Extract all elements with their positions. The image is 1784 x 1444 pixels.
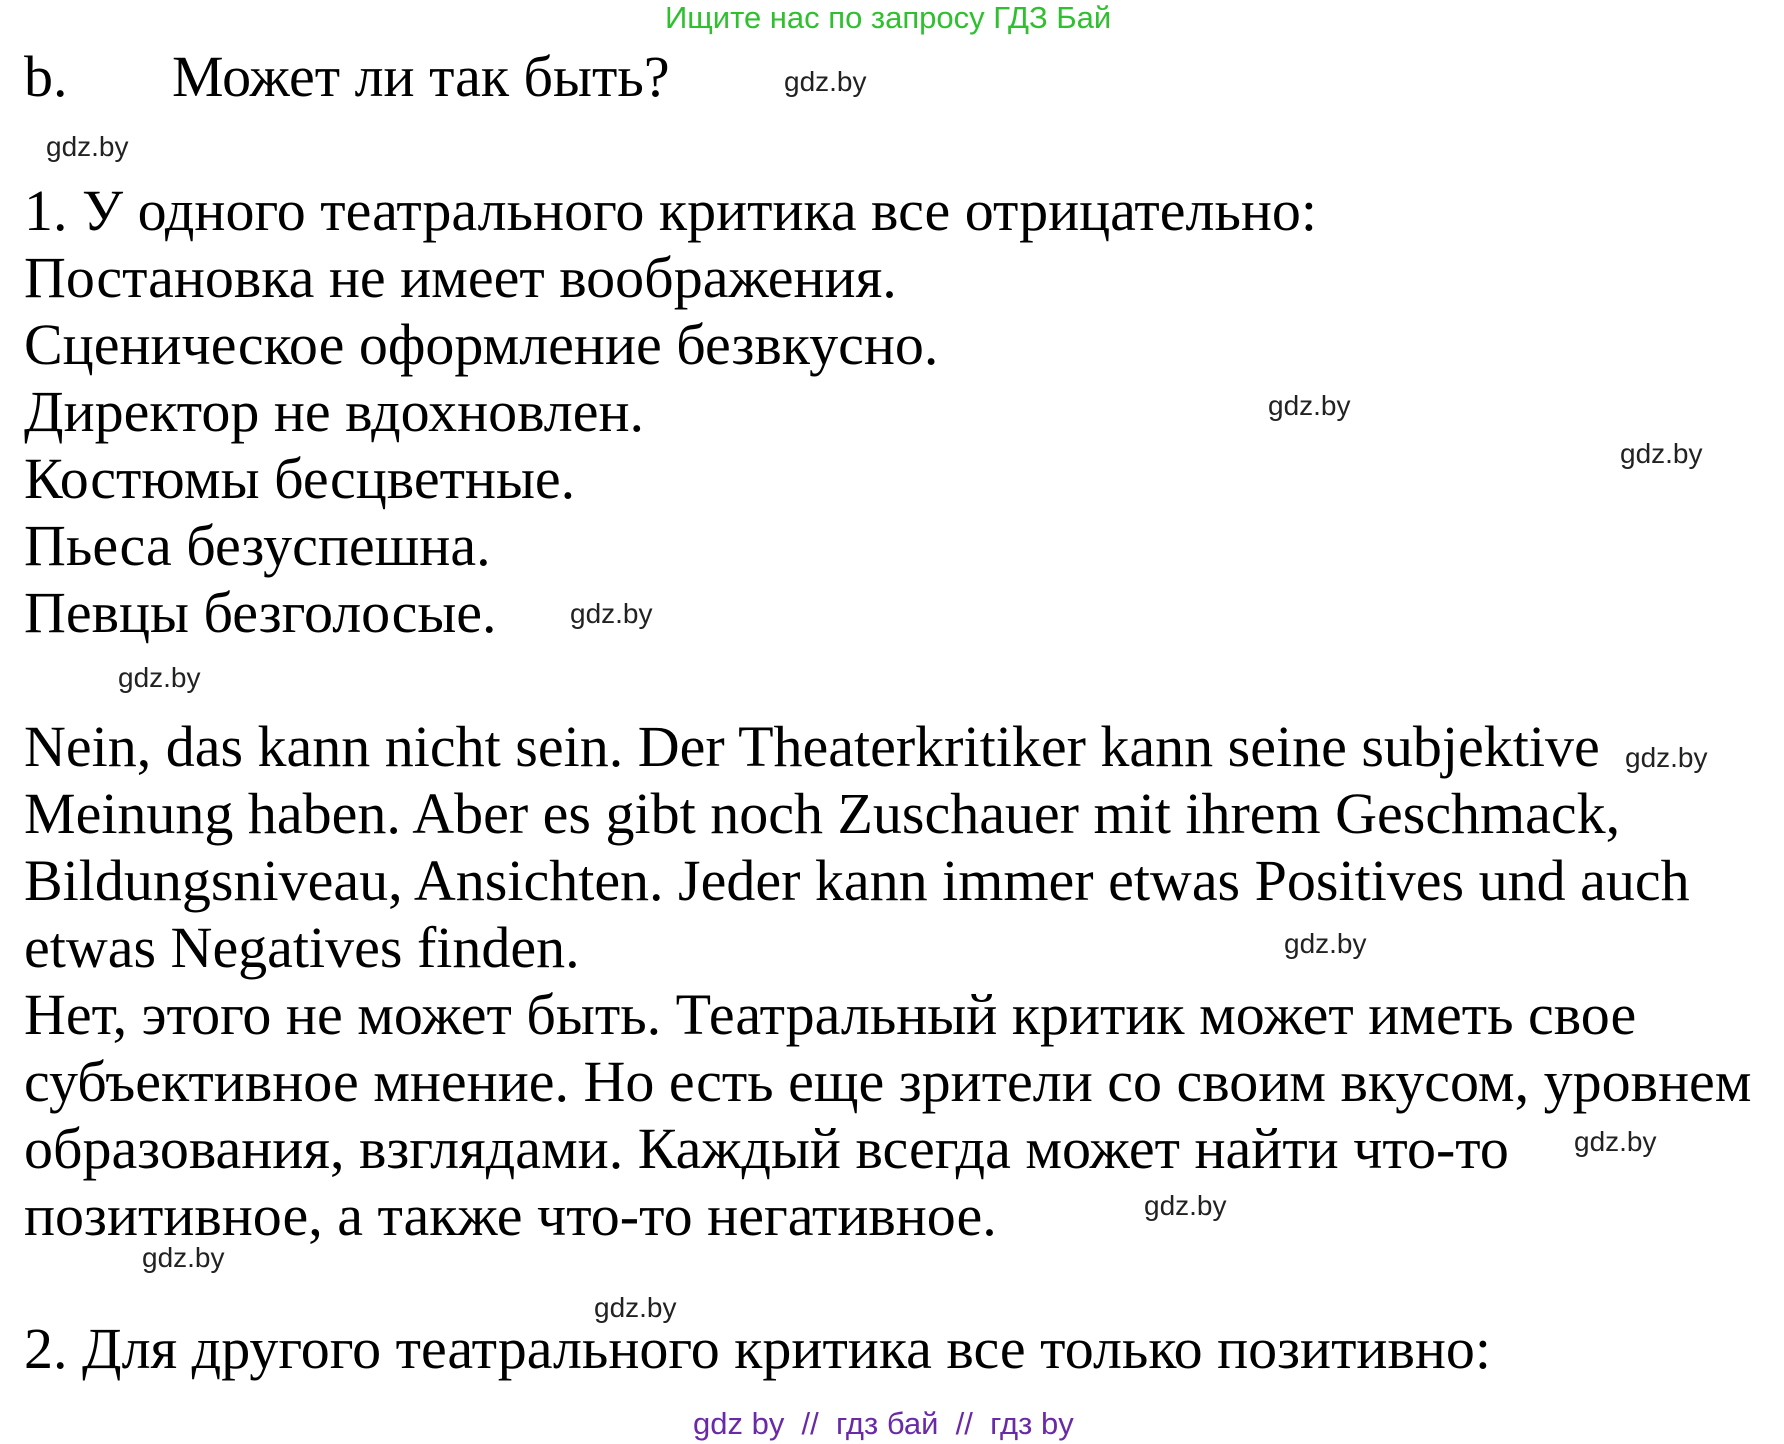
top-banner: Ищите нас по запросу ГДЗ Бай (665, 0, 1112, 35)
watermark: gdz.by (1268, 390, 1351, 421)
statement-line: Директор не вдохновлен. (24, 379, 645, 444)
answer-de-line: etwas Negatives finden. (24, 915, 580, 980)
watermark: gdz.by (118, 662, 201, 693)
task-title: Может ли так быть? (172, 44, 670, 109)
watermark: gdz.by (570, 598, 653, 629)
statement-line: Костюмы бесцветные. (24, 446, 576, 511)
answer-ru-line: позитивное, а также что-то негативное. (24, 1183, 997, 1248)
watermark: gdz.by (1144, 1190, 1227, 1221)
watermark: gdz.by (46, 131, 129, 162)
part1-intro: 1. У одного театрального критика все отрицательно: (24, 178, 1318, 243)
watermark: gdz.by (784, 66, 867, 97)
answer-ru-line: Нет, этого не может быть. Театральный критик может иметь свое (24, 982, 1637, 1047)
watermark: gdz.by (1620, 438, 1703, 469)
task-letter: b. (24, 44, 68, 109)
part2-intro: 2. Для другого театрального критика все только позитивно: (24, 1316, 1491, 1381)
watermark: gdz.by (1574, 1126, 1657, 1157)
answer-de-line: Meinung haben. Aber es gibt noch Zuschauer mit ihrem Geschmack, (24, 781, 1621, 846)
answer-de-line: Nein, das kann nicht sein. Der Theaterkritiker kann seine subjektive (24, 714, 1600, 779)
footer-banner: gdz by // гдз бай // гдз by (693, 1406, 1074, 1441)
answer-ru-line: субъективное мнение. Но есть еще зрители со своим вкусом, уровнем (24, 1049, 1752, 1114)
statement-line: Певцы безголосые. (24, 580, 497, 645)
watermark: gdz.by (142, 1242, 225, 1273)
watermark: gdz.by (1625, 742, 1708, 773)
statement-line: Сценическое оформление безвкусно. (24, 312, 939, 377)
statement-line: Постановка не имеет воображения. (24, 245, 897, 310)
answer-de-line: Bildungsniveau, Ansichten. Jeder kann immer etwas Positives und auch (24, 848, 1690, 913)
statement-line: Пьеса безуспешна. (24, 513, 491, 578)
answer-ru-line: образования, взглядами. Каждый всегда может найти что-то (24, 1116, 1509, 1181)
watermark: gdz.by (594, 1292, 677, 1323)
watermark: gdz.by (1284, 928, 1367, 959)
